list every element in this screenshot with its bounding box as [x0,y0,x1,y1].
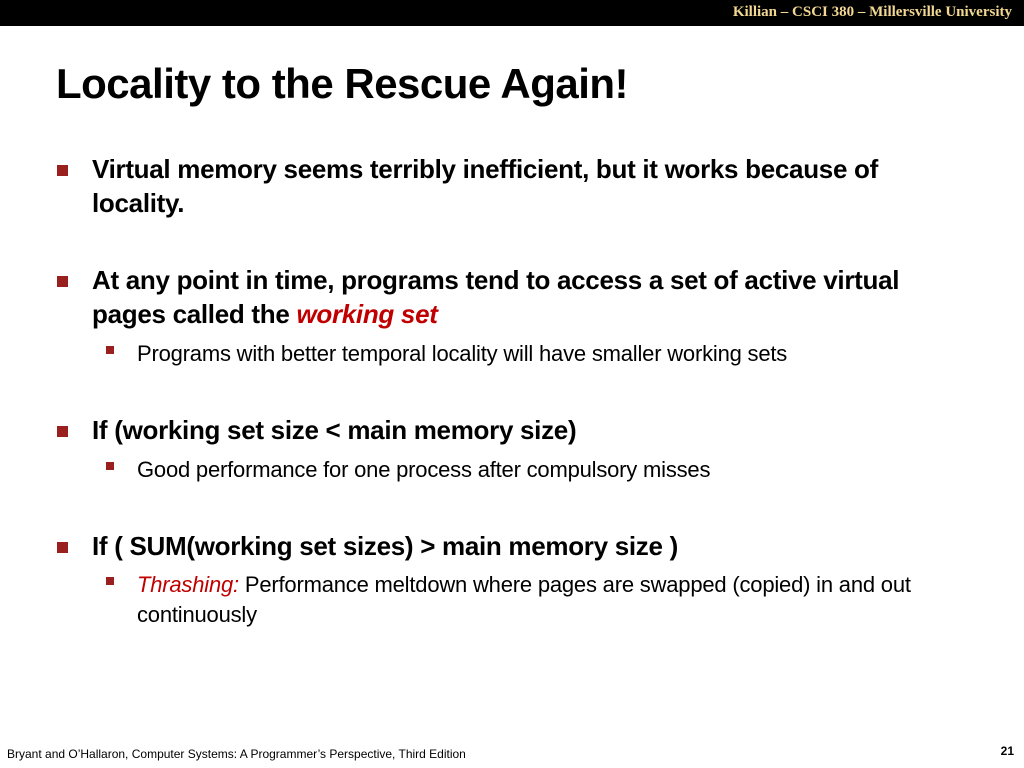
bullet-marker-icon [57,542,68,553]
bullet-marker-icon [57,276,68,287]
page-number: 21 [1000,744,1014,758]
thrashing-term: Thrashing: [137,572,239,597]
bullet-4: If ( SUM(working set sizes) > main memory size ) [92,531,678,561]
bullet-1: Virtual memory seems terribly inefficient, but it works because of locality. [92,154,878,218]
working-set-term: working set [296,299,438,329]
slide-title: Locality to the Rescue Again! [56,60,629,107]
sub-bullet-2-1: Programs with better temporal locality will have smaller working sets [137,341,788,366]
bullet-2-text: At any point in time, programs tend to access a set of active virtual pages called the [92,265,900,329]
sub-bullet-4-1 [137,570,977,630]
sub-bullet-marker-icon [106,577,114,585]
bullet-3: If (working set size < main memory size) [92,415,577,445]
footer-citation: Bryant and O’Hallaron, Computer Systems: A Programmer’s Perspective, Third Edition [7,747,466,761]
course-label: Killian – CSCI 380 – Millersville University [732,4,1012,20]
sub-bullet-3-1: Good performance for one process after compulsory misses [137,457,711,482]
sub-bullet-marker-icon [106,462,114,470]
bullet-marker-icon [57,165,68,176]
sub-bullet-marker-icon [106,346,114,354]
bullet-marker-icon [57,426,68,437]
sub-bullet-4-1-text: Performance meltdown where pages are swapped (copied) in and out continuously [137,572,911,627]
bullet-2 [92,263,972,331]
